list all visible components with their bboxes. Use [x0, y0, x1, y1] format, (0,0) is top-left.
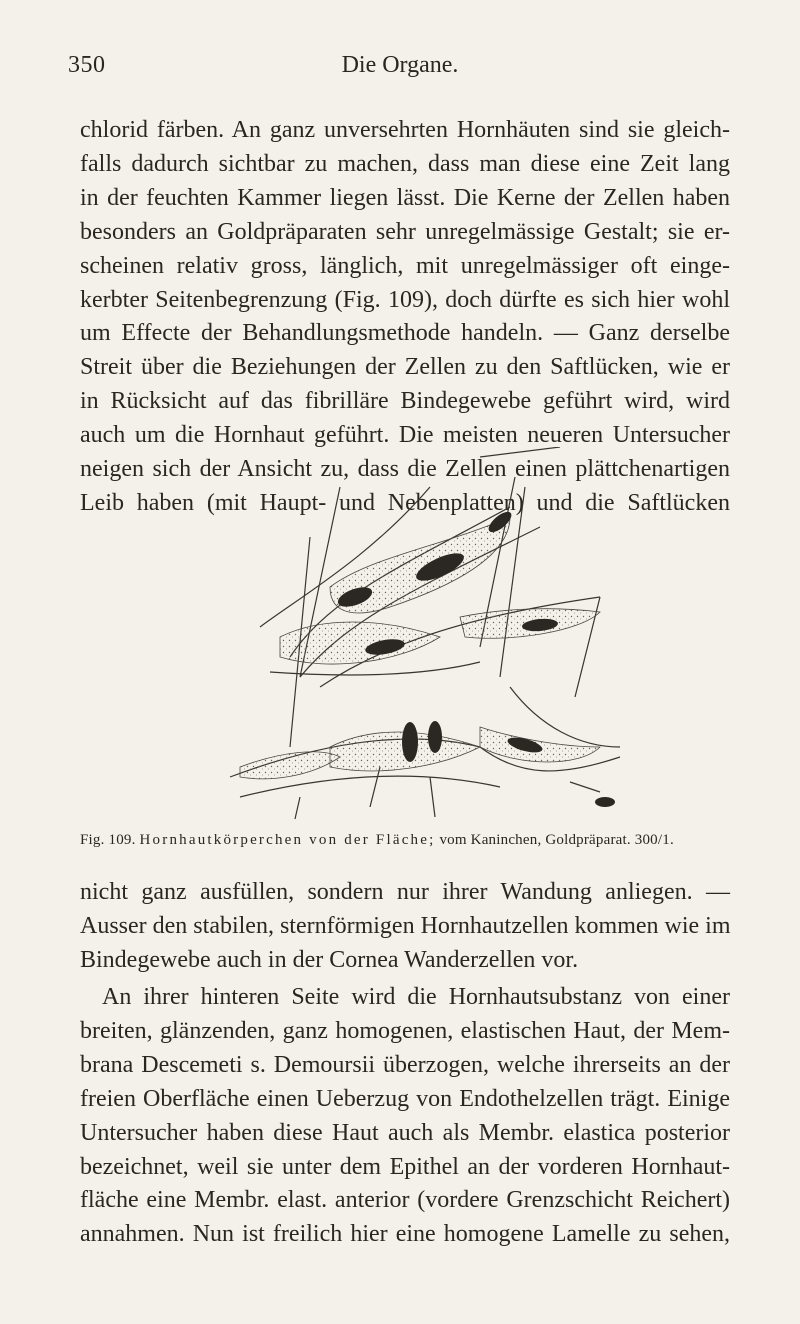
figure-109-illustration — [180, 447, 640, 827]
caption-magnification: 300/1. — [634, 832, 674, 848]
text-line: bezeichnet, weil sie unter dem Epithel an der vorderen Hornhaut- — [80, 1153, 730, 1180]
text-line: breiten, glänzenden, ganz homogenen, elastischen Haut, der Mem- — [80, 1017, 730, 1044]
text-line: auch um die Hornhaut geführt. Die meisten neueren Untersucher — [80, 422, 730, 449]
text-line: Streit über die Beziehungen der Zellen zu den Saftlücken, wie er — [80, 354, 730, 381]
text-line: Bindegewebe auch in der Cornea Wanderzellen vor. — [80, 946, 579, 973]
page-header — [60, 46, 740, 80]
paragraph-2 — [80, 876, 730, 978]
text-line: in der feuchten Kammer liegen lässt. Die Kerne der Zellen haben — [80, 184, 730, 211]
text-line: brana Descemeti s. Demoursii überzogen, welche ihrerseits an der — [80, 1051, 730, 1078]
text-line: nicht ganz ausfüllen, sondern nur ihrer Wandung anliegen. — — [80, 879, 730, 905]
figure-caption — [80, 832, 730, 849]
text-line: freien Oberfläche einen Ueberzug von Endothelzellen trägt. Einige — [80, 1085, 730, 1112]
text-line: Leib haben (mit Haupt- und Nebenplatten) und die Saftlücken — [80, 489, 730, 516]
text-line: kerbter Seitenbegrenzung (Fig. 109), doch dürfte es sich hier wohl — [80, 286, 730, 313]
text-line: falls dadurch sichtbar zu machen, dass man diese eine Zeit lang — [80, 150, 730, 177]
caption-source: vom Kaninchen, Goldpräparat. — [439, 832, 631, 848]
page-number: 350 — [68, 52, 106, 78]
text-line: neigen sich der Ansicht zu, dass die Zellen einen plättchenartigen — [80, 456, 730, 483]
text-line: um Effecte der Behandlungsmethode handeln. — Ganz derselbe — [80, 320, 730, 347]
paragraph-3 — [80, 981, 730, 1252]
text-line: besonders an Goldpräparaten sehr unregelmässige Gestalt; sie er- — [80, 218, 730, 245]
text-line: Ausser den stabilen, sternförmigen Hornhautzellen kommen wie im — [80, 912, 731, 939]
text-line: in Rücksicht auf das fibrilläre Bindegewebe geführt wird, wird — [80, 388, 730, 415]
caption-title: Hornhautkörperchen von der Fläche; — [139, 832, 436, 848]
running-title: Die Organe. — [341, 52, 459, 78]
text-line: chlorid färben. An ganz unversehrten Hornhäuten sind sie gleich- — [80, 117, 730, 143]
text-line: Untersucher haben diese Haut auch als Membr. elastica posterior — [80, 1119, 730, 1146]
corneal-cells-drawing — [180, 447, 640, 827]
text-line: scheinen relativ gross, länglich, mit unregelmässiger oft einge- — [80, 252, 730, 279]
text-line: fläche eine Membr. elast. anterior (vordere Grenzschicht Reichert) — [80, 1187, 730, 1214]
caption-label: Fig. 109. — [80, 832, 136, 848]
text-line: An ihrer hinteren Seite wird die Hornhautsubstanz von einer — [102, 984, 730, 1010]
text-line: annahmen. Nun ist freilich hier eine homogene Lamelle zu sehen, — [80, 1221, 730, 1248]
